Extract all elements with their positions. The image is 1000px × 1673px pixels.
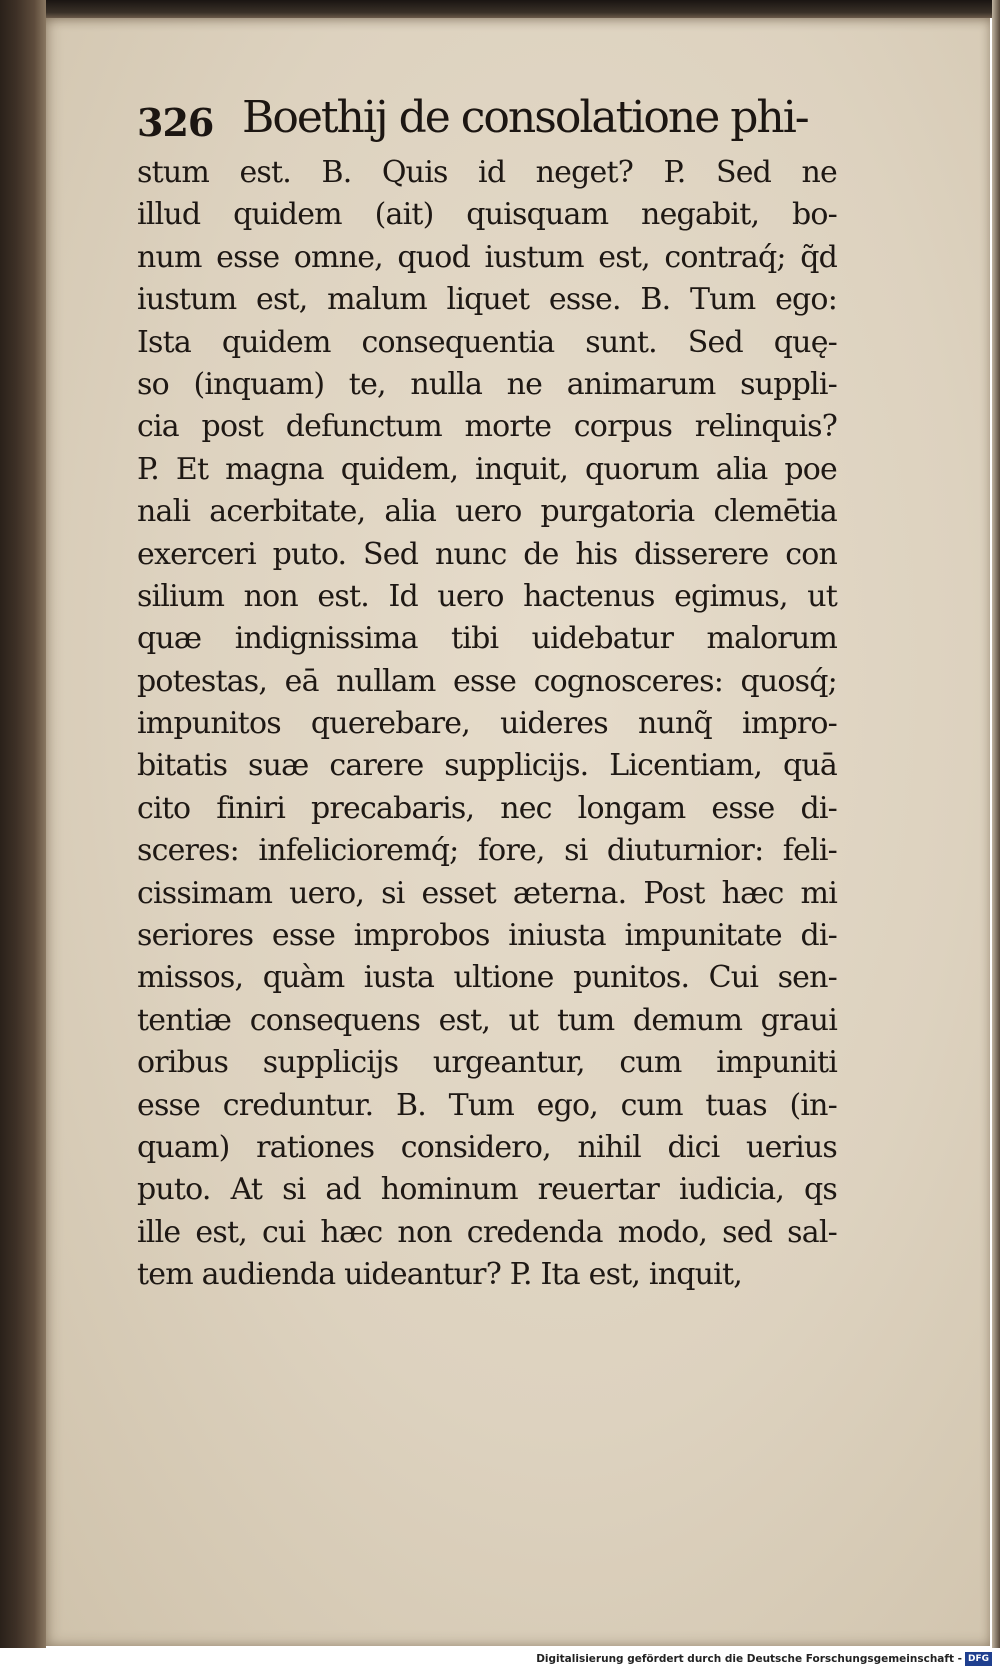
text-line: ille est, cui hæc non credenda modo, sed sal- <box>137 1214 837 1250</box>
text-line: so (inquam) te, nulla ne animarum suppli- <box>137 366 837 402</box>
text-line: cissimam uero, si esset æterna. Post hæc mi <box>137 875 837 911</box>
text-line: sceres: infelicioremq́; fore, si diuturnior: feli- <box>137 833 837 869</box>
running-head-title: Boethij de consolatione phi- <box>242 92 808 143</box>
text-line: missos, quàm iusta ultione punitos. Cui sen- <box>137 960 837 996</box>
text-line: exerceri puto. Sed nunc de his disserere con <box>137 536 837 572</box>
text-line: bitatis suæ carere supplicijs. Licentiam, quā <box>137 748 837 784</box>
text-line: tem audienda uideantur? P. Ita est, inquit, <box>137 1257 742 1293</box>
text-line: tentiæ consequens est, ut tum demum graui <box>137 1002 837 1038</box>
book-spine-edge <box>0 0 46 1648</box>
footer-bar <box>0 1648 1000 1673</box>
text-line: cia post defunctum morte corpus relinquis? <box>137 409 837 445</box>
text-line: nali acerbitate, alia uero purgatoria clemētia <box>137 494 837 530</box>
text-line: quæ indignissima tibi uidebatur malorum <box>137 621 837 657</box>
page-number: 326 <box>137 100 214 145</box>
text-line: impunitos querebare, uideres nunq̃ impro- <box>137 706 837 742</box>
body-text <box>137 152 837 1297</box>
text-line: potestas, eā nullam esse cognosceres: quosq́; <box>137 663 837 699</box>
text-line: iustum est, malum liquet esse. B. Tum ego: <box>137 282 837 318</box>
digitization-credit: Digitalisierung gefördert durch die Deutsche Forschungsgemeinschaft - <box>536 1653 962 1665</box>
text-line: silium non est. Id uero hactenus egimus, ut <box>137 578 837 614</box>
page-right-edge <box>992 0 1000 1648</box>
text-line: Ista quidem consequentia sunt. Sed quę- <box>137 324 837 360</box>
text-line: stum est. B. Quis id neget? P. Sed ne <box>137 155 837 190</box>
text-line: cito finiri precabaris, nec longam esse di- <box>137 790 837 826</box>
page-top-shadow <box>0 0 1000 18</box>
text-line: oribus supplicijs urgeantur, cum impuniti <box>137 1045 837 1081</box>
running-head <box>137 92 817 152</box>
text-line: puto. At si ad hominum reuertar iudicia, qs <box>137 1172 837 1208</box>
text-line: quam) rationes considero, nihil dici uerius <box>137 1129 837 1165</box>
text-line: esse creduntur. B. Tum ego, cum tuas (in- <box>137 1087 837 1123</box>
text-line: seriores esse improbos iniusta impunitate di- <box>137 918 837 954</box>
text-line: illud quidem (ait) quisquam negabit, bo- <box>137 197 837 233</box>
dfg-logo: DFG <box>965 1652 992 1666</box>
text-line: P. Et magna quidem, inquit, quorum alia poe <box>137 451 837 487</box>
text-line: num esse omne, quod iustum est, contraq́; q̃d <box>137 239 837 275</box>
